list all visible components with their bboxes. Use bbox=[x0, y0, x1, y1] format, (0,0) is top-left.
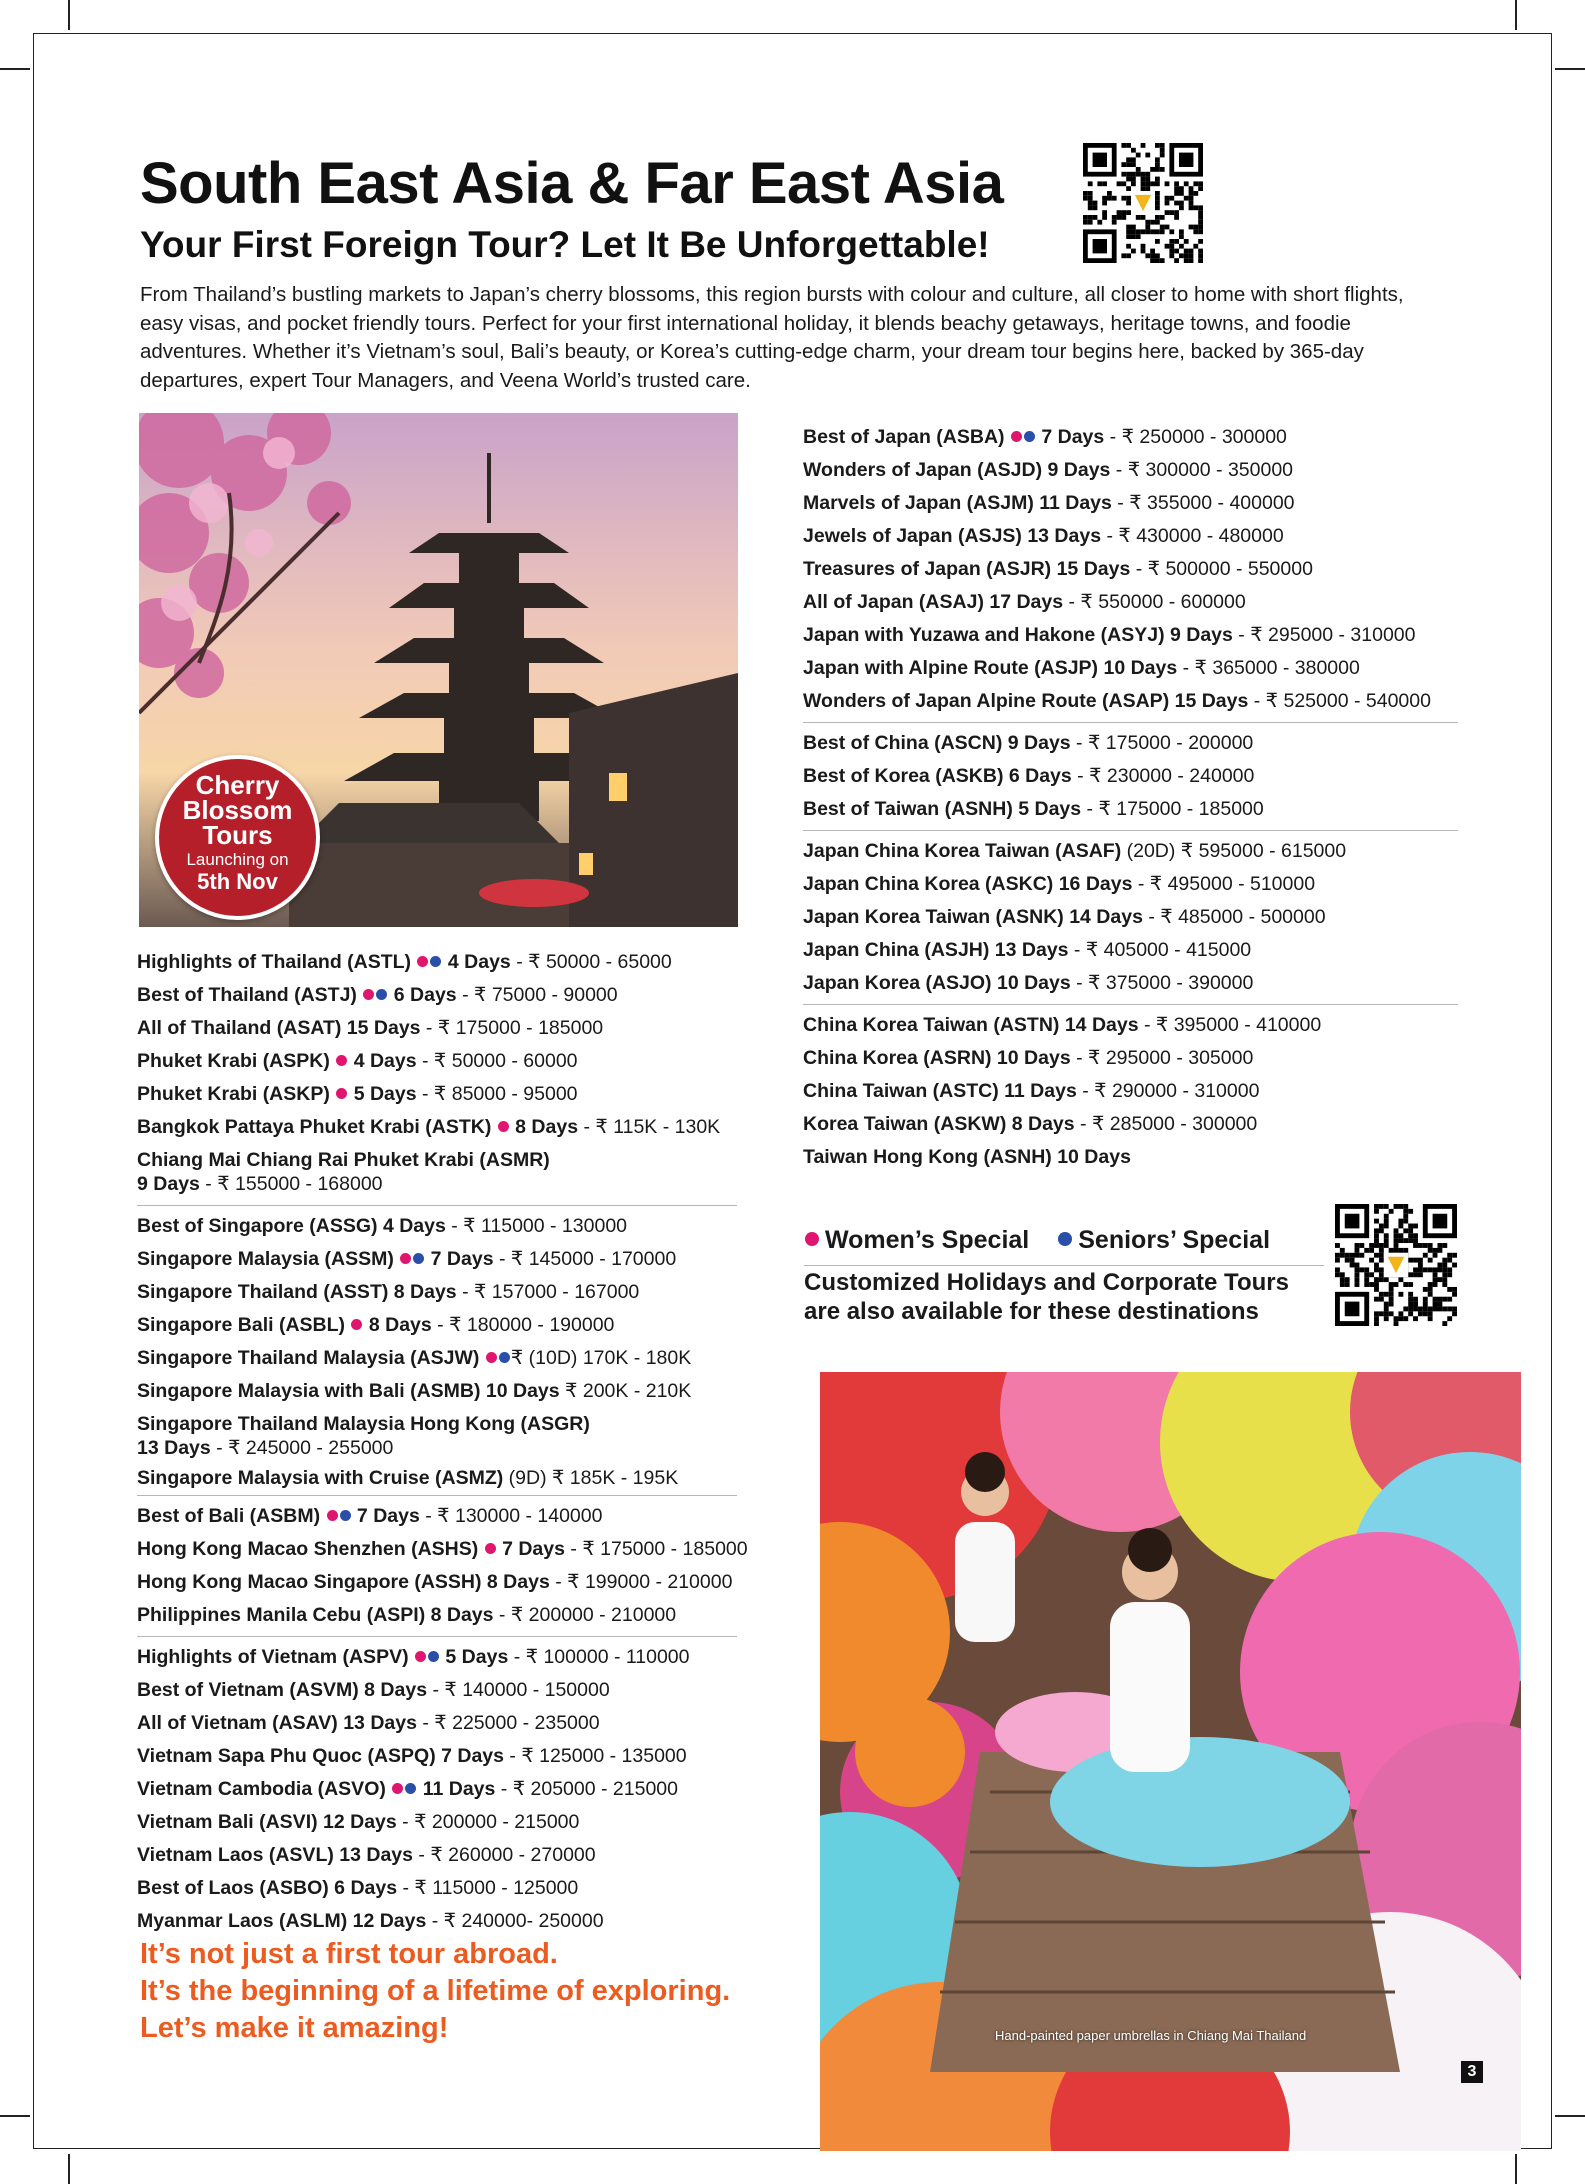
womens-special-dot bbox=[392, 1783, 403, 1794]
crop-mark bbox=[0, 2115, 30, 2117]
tour-days: 5 Days bbox=[440, 1646, 509, 1668]
tour-price: - ₹ 100000 - 110000 bbox=[508, 1646, 690, 1668]
seniors-special-dot bbox=[428, 1651, 439, 1662]
tour-item[interactable] bbox=[803, 727, 1458, 760]
tour-price: - ₹ 180000 - 190000 bbox=[431, 1314, 615, 1336]
badge-line-4: Launching on bbox=[186, 850, 289, 869]
tour-name: Japan with Alpine Route (ASJP) 10 Days bbox=[803, 657, 1178, 679]
womens-special-dot bbox=[498, 1121, 509, 1132]
tour-name: Treasures of Japan (ASJR) 15 Days bbox=[803, 558, 1131, 580]
tour-name: Hong Kong Macao Singapore (ASSH) 8 Days bbox=[137, 1571, 550, 1593]
tour-item[interactable] bbox=[137, 1773, 737, 1806]
tour-item[interactable] bbox=[137, 946, 737, 979]
tour-item[interactable] bbox=[803, 652, 1458, 685]
cherry-blossom-badge[interactable] bbox=[155, 755, 320, 920]
tour-name: Vietnam Sapa Phu Quoc (ASPQ) 7 Days bbox=[137, 1745, 504, 1767]
womens-special-dot bbox=[400, 1253, 411, 1264]
womens-special-dot bbox=[1011, 431, 1022, 442]
tour-price: - ₹ 295000 - 310000 bbox=[1232, 624, 1416, 646]
womens-special-dot bbox=[415, 1651, 426, 1662]
tour-name: Japan China Korea Taiwan (ASAF) bbox=[803, 840, 1122, 862]
legend-womens: Women’s Special bbox=[825, 1226, 1030, 1254]
tour-item[interactable] bbox=[803, 421, 1458, 454]
section-divider bbox=[803, 1004, 1458, 1005]
tour-price: - ₹ 250000 - 300000 bbox=[1104, 426, 1287, 448]
tour-name: Marvels of Japan (ASJM) 11 Days bbox=[803, 492, 1112, 514]
tour-price: - ₹ 50000 - 60000 bbox=[416, 1050, 578, 1072]
tour-name: Phuket Krabi (ASPK) bbox=[137, 1050, 330, 1072]
tour-item[interactable] bbox=[137, 1408, 737, 1465]
section-divider bbox=[137, 1636, 737, 1637]
tour-price: (20D) ₹ 595000 - 615000 bbox=[1121, 840, 1347, 862]
tour-price: - ₹ 550000 - 600000 bbox=[1063, 591, 1246, 613]
tour-price: - ₹ 175000 - 185000 bbox=[1081, 798, 1264, 820]
qr-code-middle[interactable] bbox=[1335, 1204, 1457, 1326]
tour-name: Chiang Mai Chiang Rai Phuket Krabi (ASMR) bbox=[137, 1149, 550, 1171]
seniors-special-dot bbox=[413, 1253, 424, 1264]
badge-line-1: Cherry bbox=[195, 770, 280, 800]
tour-item[interactable] bbox=[137, 1707, 737, 1740]
tour-price: - ₹ 115000 - 125000 bbox=[397, 1877, 579, 1899]
badge-line-2: Blossom bbox=[182, 795, 293, 825]
tour-price: - ₹ 290000 - 310000 bbox=[1076, 1080, 1260, 1102]
tour-item[interactable] bbox=[803, 619, 1458, 652]
tour-name: Philippines Manila Cebu (ASPI) 8 Days bbox=[137, 1604, 494, 1626]
tour-price: - ₹ 285000 - 300000 bbox=[1074, 1113, 1258, 1135]
tour-name: All of Thailand (ASAT) 15 Days bbox=[137, 1017, 421, 1039]
tour-name: Korea Taiwan (ASKW) 8 Days bbox=[803, 1113, 1075, 1135]
tour-name: Wonders of Japan Alpine Route (ASAP) 15 Days bbox=[803, 690, 1254, 712]
tour-item[interactable] bbox=[137, 1839, 737, 1872]
womens-special-dot bbox=[486, 1352, 497, 1363]
tour-price: - ₹ 115000 - 130000 bbox=[445, 1215, 628, 1237]
tour-price: - ₹ 175000 - 185000 bbox=[420, 1017, 604, 1039]
section-divider bbox=[803, 830, 1458, 831]
tour-price: - ₹ 175000 - 200000 bbox=[1070, 732, 1254, 754]
tour-item[interactable] bbox=[137, 1144, 737, 1201]
tour-price: - ₹ 430000 - 480000 bbox=[1101, 525, 1284, 547]
womens-special-dot bbox=[336, 1088, 347, 1099]
tour-item[interactable] bbox=[803, 1108, 1458, 1141]
legend bbox=[804, 1226, 1270, 1255]
tour-name: Singapore Thailand Malaysia (ASJW) bbox=[137, 1347, 480, 1369]
tour-item[interactable] bbox=[803, 553, 1458, 586]
tour-item[interactable] bbox=[137, 1533, 748, 1566]
tour-name: Singapore Thailand Malaysia Hong Kong (ASGR) bbox=[137, 1413, 590, 1435]
tour-item[interactable] bbox=[803, 1009, 1458, 1042]
tour-name: Japan China (ASJH) 13 Days bbox=[803, 939, 1069, 961]
tour-item[interactable] bbox=[137, 1566, 737, 1599]
section-divider bbox=[803, 722, 1458, 723]
tour-item[interactable] bbox=[137, 1276, 737, 1309]
tour-days: 11 Days bbox=[417, 1778, 496, 1800]
tour-name: Best of Taiwan (ASNH) 5 Days bbox=[803, 798, 1082, 820]
tour-price: - ₹ 225000 - 235000 bbox=[416, 1712, 600, 1734]
tour-price: - ₹ 260000 - 270000 bbox=[413, 1844, 596, 1866]
qr-code-icon bbox=[1083, 143, 1203, 263]
tour-item[interactable] bbox=[803, 793, 1458, 826]
tour-price: - ₹ 200000 - 210000 bbox=[493, 1604, 677, 1626]
seniors-special-dot bbox=[430, 956, 441, 967]
seniors-special-dot bbox=[499, 1352, 510, 1363]
tour-price: - ₹ 50000 - 65000 bbox=[510, 951, 672, 973]
tour-item[interactable] bbox=[803, 520, 1458, 553]
seniors-special-dot bbox=[1024, 431, 1035, 442]
tour-name: Best of Bali (ASBM) bbox=[137, 1505, 321, 1527]
tour-name: Phuket Krabi (ASKP) bbox=[137, 1083, 330, 1105]
tour-price: - ₹ 485000 - 500000 bbox=[1142, 906, 1326, 928]
tour-days: 7 Days bbox=[496, 1538, 565, 1560]
tour-price: - ₹ 205000 - 215000 bbox=[495, 1778, 678, 1800]
tour-name: Best of Korea (ASKB) 6 Days bbox=[803, 765, 1072, 787]
tour-name: Best of Singapore (ASSG) 4 Days bbox=[137, 1215, 446, 1237]
crop-mark bbox=[1555, 68, 1585, 70]
crop-mark bbox=[1555, 2115, 1585, 2117]
tour-item[interactable] bbox=[137, 1342, 737, 1375]
womens-special-dot bbox=[485, 1543, 496, 1554]
tour-days: 9 Days bbox=[137, 1173, 200, 1195]
tour-days: 13 Days bbox=[137, 1437, 211, 1459]
tour-name: Singapore Malaysia with Bali (ASMB) 10 Days bbox=[137, 1380, 560, 1402]
tour-name: Best of Thailand (ASTJ) bbox=[137, 984, 357, 1006]
badge-line-5: 5th Nov bbox=[197, 869, 278, 894]
womens-special-dot bbox=[805, 1232, 819, 1246]
legend-divider bbox=[804, 1265, 1324, 1266]
tour-price: - ₹ 75000 - 90000 bbox=[456, 984, 618, 1006]
page-subtitle: Your First Foreign Tour? Let It Be Unforgettable! bbox=[140, 224, 990, 265]
tour-price: ₹ 200K - 210K bbox=[559, 1380, 692, 1402]
tour-name: Singapore Bali (ASBL) bbox=[137, 1314, 346, 1336]
tour-price: - ₹ 140000 - 150000 bbox=[427, 1679, 610, 1701]
tour-price: ₹ (10D) 170K - 180K bbox=[510, 1347, 692, 1369]
tour-item[interactable] bbox=[803, 586, 1458, 619]
tour-price: - ₹ 405000 - 415000 bbox=[1068, 939, 1252, 961]
crop-mark bbox=[1515, 2154, 1517, 2184]
left-tour-list bbox=[137, 946, 748, 1938]
tour-name: Myanmar Laos (ASLM) 12 Days bbox=[137, 1910, 427, 1932]
tour-name: Hong Kong Macao Shenzhen (ASHS) bbox=[137, 1538, 479, 1560]
tour-price: - ₹ 199000 - 210000 bbox=[549, 1571, 733, 1593]
tour-name: Wonders of Japan (ASJD) 9 Days bbox=[803, 459, 1111, 481]
tour-days: 8 Days bbox=[509, 1116, 579, 1138]
tour-days: 7 Days bbox=[351, 1505, 420, 1527]
tour-item[interactable] bbox=[137, 1012, 737, 1045]
tour-item[interactable] bbox=[137, 1465, 737, 1491]
tour-price: - ₹ 240000- 250000 bbox=[426, 1910, 604, 1932]
womens-special-dot bbox=[351, 1319, 362, 1330]
crop-mark bbox=[68, 2154, 70, 2184]
seniors-special-dot bbox=[340, 1510, 351, 1521]
tour-days: 4 Days bbox=[348, 1050, 417, 1072]
tour-price: - ₹ 500000 - 550000 bbox=[1130, 558, 1313, 580]
tour-item[interactable] bbox=[803, 868, 1458, 901]
tour-item[interactable] bbox=[137, 1045, 737, 1078]
tour-item[interactable] bbox=[137, 1210, 737, 1243]
tour-item[interactable] bbox=[137, 1500, 737, 1533]
tour-price: - ₹ 115K - 130K bbox=[578, 1116, 721, 1138]
tour-price: - ₹ 395000 - 410000 bbox=[1138, 1014, 1322, 1036]
tour-item[interactable] bbox=[803, 1042, 1458, 1075]
custom-note-line-1: Customized Holidays and Corporate Tours bbox=[804, 1269, 1289, 1296]
tour-item[interactable] bbox=[803, 454, 1458, 487]
tour-item[interactable] bbox=[137, 1309, 737, 1342]
tour-name: Japan with Yuzawa and Hakone (ASYJ) 9 Days bbox=[803, 624, 1233, 646]
tour-name: Japan Korea Taiwan (ASNK) 14 Days bbox=[803, 906, 1143, 928]
tour-days: 5 Days bbox=[348, 1083, 417, 1105]
tagline-line-3: Let’s make it amazing! bbox=[140, 2012, 449, 2044]
tour-item[interactable] bbox=[137, 1641, 737, 1674]
tour-price: - ₹ 245000 - 255000 bbox=[210, 1437, 394, 1459]
section-divider bbox=[137, 1205, 737, 1206]
tour-name: China Korea (ASRN) 10 Days bbox=[803, 1047, 1071, 1069]
tour-price: - ₹ 300000 - 350000 bbox=[1110, 459, 1294, 481]
tour-name: All of Vietnam (ASAV) 13 Days bbox=[137, 1712, 417, 1734]
tour-name: Vietnam Cambodia (ASVO) bbox=[137, 1778, 386, 1800]
tour-name: China Taiwan (ASTC) 11 Days bbox=[803, 1080, 1077, 1102]
tour-item[interactable] bbox=[137, 1740, 737, 1773]
tour-item[interactable] bbox=[803, 1141, 1458, 1174]
tour-price: - ₹ 155000 - 168000 bbox=[199, 1173, 383, 1195]
tour-price: (9D) ₹ 185K - 195K bbox=[503, 1467, 679, 1489]
tour-item[interactable] bbox=[137, 1078, 737, 1111]
tour-name: All of Japan (ASAJ) 17 Days bbox=[803, 591, 1064, 613]
tour-name: Vietnam Laos (ASVL) 13 Days bbox=[137, 1844, 413, 1866]
tour-name: Best of Japan (ASBA) bbox=[803, 426, 1005, 448]
crop-mark bbox=[68, 0, 70, 30]
womens-special-dot bbox=[327, 1510, 338, 1521]
tour-days: 6 Days bbox=[388, 984, 457, 1006]
tour-price: - ₹ 230000 - 240000 bbox=[1071, 765, 1255, 787]
tagline-line-2: It’s the beginning of a lifetime of exploring. bbox=[140, 1975, 731, 2007]
badge-line-3: Tours bbox=[202, 820, 273, 850]
tour-name: Best of Vietnam (ASVM) 8 Days bbox=[137, 1679, 428, 1701]
qr-code-top[interactable] bbox=[1083, 143, 1203, 263]
tour-name: Bangkok Pattaya Phuket Krabi (ASTK) bbox=[137, 1116, 492, 1138]
tour-item[interactable] bbox=[803, 835, 1458, 868]
seniors-special-dot bbox=[405, 1783, 416, 1794]
tour-item[interactable] bbox=[803, 901, 1458, 934]
intro-paragraph: From Thailand’s bustling markets to Japan’s cherry blossoms, this region bursts with colour and culture, all closer to home with short flights, easy visas, and pocket friendly tours. Perfect for your first international holiday, it blends beachy getaways, heritage towns, and foodie adventures. Whether it’s Vietnam’s soul, Bali’s beauty, or Korea’s cutting-edge charm, your dream tour begins here, backed by 365-day departures, expert Tour Managers, and Veena World’s trusted care. bbox=[140, 283, 1404, 392]
tour-price: - ₹ 355000 - 400000 bbox=[1111, 492, 1295, 514]
tour-item[interactable] bbox=[803, 967, 1458, 1000]
page-title: South East Asia & Far East Asia bbox=[140, 151, 1004, 216]
seniors-special-dot bbox=[1058, 1232, 1072, 1246]
legend-seniors: Seniors’ Special bbox=[1078, 1226, 1271, 1254]
tour-name: Japan Korea (ASJO) 10 Days bbox=[803, 972, 1071, 994]
tour-name: Singapore Thailand (ASST) 8 Days bbox=[137, 1281, 457, 1303]
tour-name: Singapore Malaysia with Cruise (ASMZ) bbox=[137, 1467, 504, 1489]
tour-price: - ₹ 525000 - 540000 bbox=[1253, 690, 1431, 712]
tour-item[interactable] bbox=[137, 1872, 737, 1905]
tour-name: Highlights of Vietnam (ASPV) bbox=[137, 1646, 414, 1668]
tour-days: 7 Days bbox=[1035, 426, 1105, 448]
tour-price: - ₹ 295000 - 305000 bbox=[1070, 1047, 1254, 1069]
tour-item[interactable] bbox=[137, 1806, 737, 1839]
custom-holidays-note bbox=[804, 1268, 1344, 1326]
page-number: 3 bbox=[1461, 2061, 1483, 2083]
womens-special-dot bbox=[363, 989, 374, 1000]
seniors-special-dot bbox=[376, 989, 387, 1000]
tour-name: Jewels of Japan (ASJS) 13 Days bbox=[803, 525, 1102, 547]
tour-item[interactable] bbox=[137, 979, 737, 1012]
tour-price: - ₹ 365000 - 380000 bbox=[1177, 657, 1360, 679]
tour-days: 8 Days bbox=[363, 1314, 432, 1336]
tour-item[interactable] bbox=[803, 685, 1458, 718]
closing-tagline bbox=[140, 1936, 730, 2047]
tour-item[interactable] bbox=[137, 1243, 737, 1276]
womens-special-dot bbox=[336, 1055, 347, 1066]
photo-caption: Hand-painted paper umbrellas in Chiang Mai Thailand bbox=[995, 2028, 1307, 2043]
tour-days: 7 Days bbox=[425, 1248, 494, 1270]
section-divider bbox=[137, 1495, 737, 1496]
tour-price: - ₹ 495000 - 510000 bbox=[1132, 873, 1316, 895]
tour-item[interactable] bbox=[137, 1111, 737, 1144]
tour-item[interactable] bbox=[803, 487, 1458, 520]
tour-item[interactable] bbox=[137, 1375, 737, 1408]
tour-price: - ₹ 85000 - 95000 bbox=[416, 1083, 578, 1105]
tour-name: Highlights of Thailand (ASTL) bbox=[137, 951, 412, 973]
tour-name: Best of China (ASCN) 9 Days bbox=[803, 732, 1071, 754]
crop-mark bbox=[0, 68, 30, 70]
tour-item[interactable] bbox=[803, 1075, 1458, 1108]
tour-price: - ₹ 125000 - 135000 bbox=[504, 1745, 687, 1767]
tour-name: Vietnam Bali (ASVI) 12 Days bbox=[137, 1811, 397, 1833]
custom-note-line-2: are also available for these destinations bbox=[804, 1298, 1259, 1325]
tour-item[interactable] bbox=[803, 934, 1458, 967]
tour-name: Japan China Korea (ASKC) 16 Days bbox=[803, 873, 1133, 895]
tour-item[interactable] bbox=[803, 760, 1458, 793]
tour-name: Singapore Malaysia (ASSM) bbox=[137, 1248, 394, 1270]
tour-item[interactable] bbox=[137, 1674, 737, 1707]
tour-item[interactable] bbox=[137, 1599, 737, 1632]
qr-code-icon bbox=[1335, 1204, 1457, 1326]
tour-price: - ₹ 375000 - 390000 bbox=[1070, 972, 1254, 994]
tour-name: China Korea Taiwan (ASTN) 14 Days bbox=[803, 1014, 1139, 1036]
tour-price: - ₹ 157000 - 167000 bbox=[456, 1281, 640, 1303]
tour-name: Taiwan Hong Kong (ASNH) 10 Days bbox=[803, 1146, 1131, 1168]
tour-price: - ₹ 145000 - 170000 bbox=[493, 1248, 677, 1270]
tour-price: - ₹ 175000 - 185000 bbox=[564, 1538, 748, 1560]
tour-name: Best of Laos (ASBO) 6 Days bbox=[137, 1877, 398, 1899]
tour-price: - ₹ 200000 - 215000 bbox=[396, 1811, 580, 1833]
right-tour-list bbox=[803, 421, 1458, 1174]
tagline-line-1: It’s not just a first tour abroad. bbox=[140, 1938, 558, 1970]
tour-price: - ₹ 130000 - 140000 bbox=[419, 1505, 603, 1527]
tour-days: 4 Days bbox=[442, 951, 511, 973]
womens-special-dot bbox=[417, 956, 428, 967]
crop-mark bbox=[1515, 0, 1517, 30]
tour-item[interactable] bbox=[137, 1905, 737, 1938]
